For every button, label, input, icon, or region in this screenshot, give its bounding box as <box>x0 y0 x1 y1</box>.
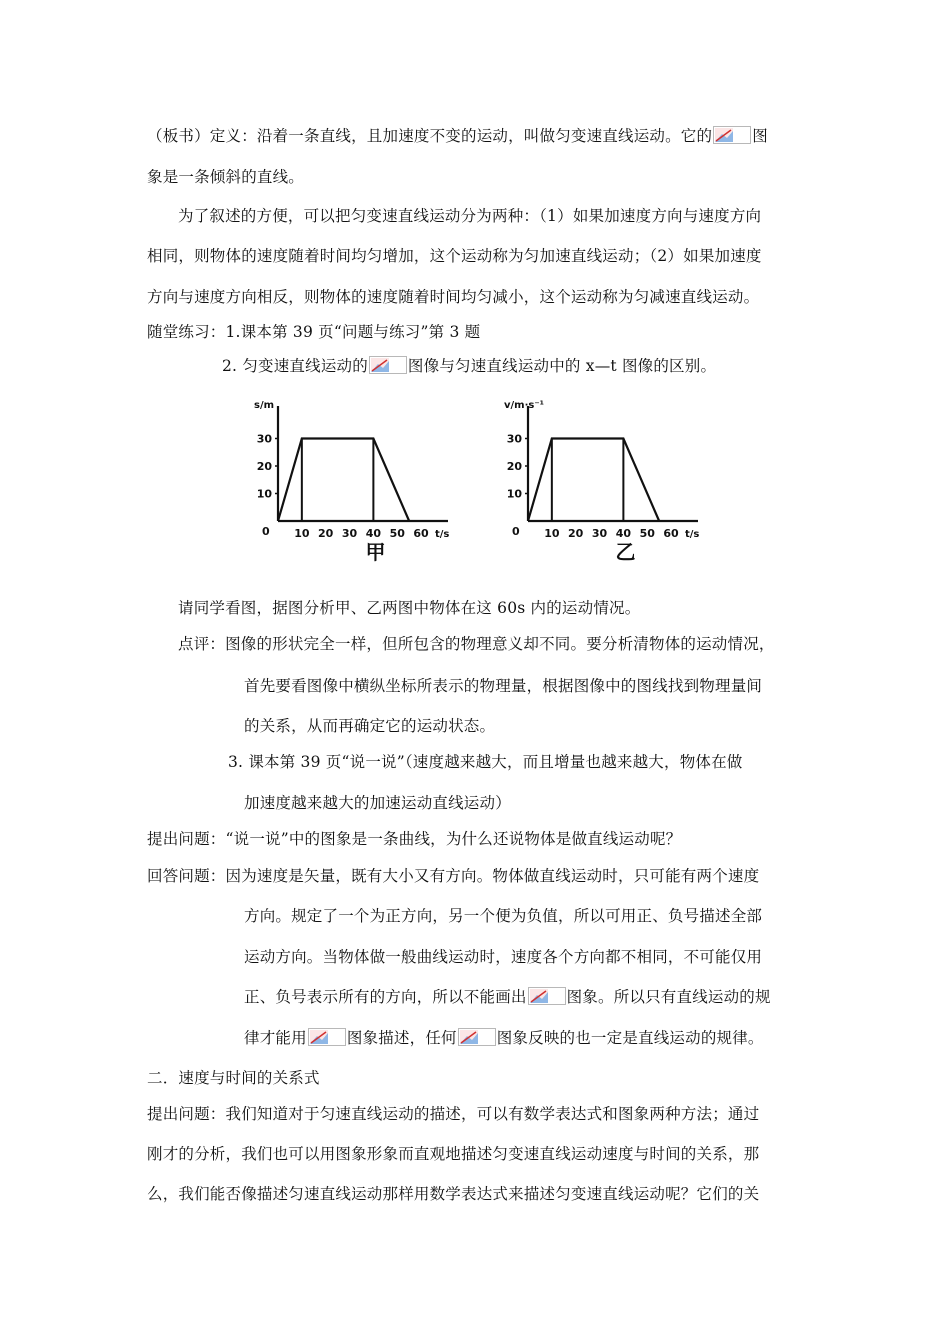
text-line: 随堂练习：1.课本第 39 页“问题与练习”第 3 题 <box>147 323 481 341</box>
text-span: 律才能用 <box>244 1029 307 1047</box>
text-line: 请同学看图，据图分析甲、乙两图中物体在这 60s 内的运动情况。 <box>178 599 641 617</box>
text-line: 方向与速度方向相反，则物体的速度随着时间均匀减小，这个运动称为匀减速直线运动。 <box>147 288 760 306</box>
text-span: 2. 匀变速直线运动的 <box>222 357 368 375</box>
broken-image-icon <box>369 356 407 374</box>
text-line: 3. 课本第 39 页“说一说”（速度越来越大，而且增量也越来越大，物体在做 <box>228 753 743 771</box>
x-tick-label: 60 <box>413 527 429 540</box>
x-tick-label: 40 <box>365 527 382 540</box>
text-line: 方向。规定了一个为正方向，另一个便为负值，所以可用正、负号描述全部 <box>244 907 763 925</box>
section-heading: 二．速度与时间的关系式 <box>147 1069 320 1087</box>
text-line: 点评：图像的形状完全一样，但所包含的物理意义却不同。要分析清物体的运动情况， <box>178 635 775 653</box>
x-tick-label: 10 <box>294 527 310 540</box>
x-axis-label: t/s <box>435 529 450 540</box>
text-span: 图象反映的也一定是直线运动的规律。 <box>496 1029 764 1047</box>
text-line <box>244 1028 764 1048</box>
x-tick-label: 50 <box>639 527 655 540</box>
series-line <box>528 439 659 522</box>
text-span: （板书）定义：沿着一条直线，且加速度不变的运动，叫做匀变速直线运动。它的 <box>147 127 713 145</box>
text-line: 刚才的分析，我们也可以用图象形象而直观地描述匀变速直线运动速度与时间的关系，那 <box>147 1145 760 1163</box>
x-tick-label: 10 <box>544 527 560 540</box>
x-tick-label: 20 <box>318 527 334 540</box>
text-line: 为了叙述的方便，可以把匀变速直线运动分为两种：（1）如果加速度方向与速度方向 <box>178 207 762 225</box>
broken-image-icon <box>528 987 566 1005</box>
text-line <box>147 126 768 146</box>
text-line: 回答问题：因为速度是矢量，既有大小又有方向。物体做直线运动时，只可能有两个速度 <box>147 867 760 885</box>
text-line: 的关系，从而再确定它的运动状态。 <box>244 717 496 735</box>
chart-caption: 乙 <box>615 540 636 564</box>
x-tick-label: 30 <box>591 527 608 540</box>
x-tick-label: 40 <box>615 527 632 540</box>
text-line <box>244 987 771 1007</box>
text-span: 图像与匀速直线运动中的 x—t 图像的区别。 <box>407 357 717 375</box>
series-line <box>278 439 409 522</box>
text-span: 图 <box>752 127 768 145</box>
origin-label: 0 <box>512 525 520 538</box>
x-axis-label: t/s <box>685 529 700 540</box>
y-tick-label: 20 <box>256 460 272 473</box>
y-tick-label: 10 <box>256 487 272 501</box>
broken-image-icon <box>713 126 751 144</box>
text-line: 相同，则物体的速度随着时间均匀增加，这个运动称为匀加速直线运动；（2）如果加速度 <box>147 247 762 265</box>
text-span: 图象。所以只有直线运动的规 <box>566 988 771 1006</box>
text-line: 提出问题：我们知道对于匀速直线运动的描述，可以有数学表达式和图象两种方法；通过 <box>147 1105 760 1123</box>
broken-image-icon <box>308 1028 346 1046</box>
chart-jia <box>250 398 470 570</box>
y-axis-label: s/m <box>254 400 275 411</box>
chart-yi <box>500 398 720 570</box>
x-tick-label: 30 <box>341 527 358 540</box>
text-line: 提出问题：“说一说”中的图象是一条曲线，为什么还说物体是做直线运动呢？ <box>147 830 682 848</box>
text-span: 图象描述，任何 <box>346 1029 457 1047</box>
text-line: 首先要看图像中横纵坐标所表示的物理量，根据图像中的图线找到物理量间 <box>244 677 763 695</box>
y-tick-label: 20 <box>506 460 522 473</box>
chart-caption: 甲 <box>365 540 386 564</box>
text-line: 象是一条倾斜的直线。 <box>147 168 305 186</box>
y-tick-label: 10 <box>506 487 522 501</box>
text-line: 运动方向。当物体做一般曲线运动时，速度各个方向都不相同，不可能仅用 <box>244 948 763 966</box>
text-line <box>222 356 716 376</box>
y-tick-label: 30 <box>256 432 272 446</box>
x-tick-label: 50 <box>389 527 405 540</box>
y-axis-label: v/m·s⁻¹ <box>504 400 544 411</box>
x-tick-label: 60 <box>663 527 679 540</box>
x-tick-label: 20 <box>568 527 584 540</box>
text-line: 么，我们能否像描述匀速直线运动那样用数学表达式来描述匀变速直线运动呢？它们的关 <box>147 1185 760 1203</box>
origin-label: 0 <box>262 525 270 538</box>
y-tick-label: 30 <box>506 432 522 446</box>
broken-image-icon <box>458 1028 496 1046</box>
text-line: 加速度越来越大的加速运动直线运动） <box>244 794 511 812</box>
text-span: 正、负号表示所有的方向，所以不能画出 <box>244 988 527 1006</box>
